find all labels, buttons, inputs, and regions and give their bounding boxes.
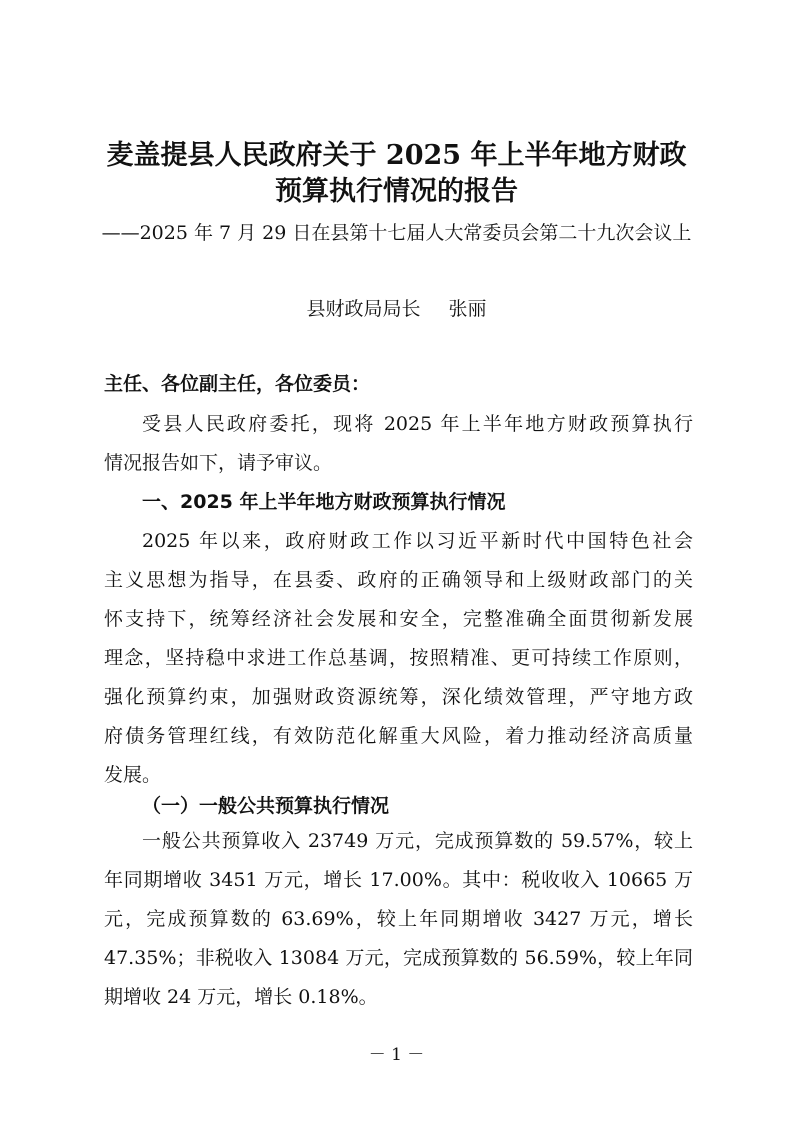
author-title: 县财政局局长 xyxy=(306,298,421,320)
document-title-line-2: 预算执行情况的报告 xyxy=(275,176,518,207)
paragraph-line: 发展。 xyxy=(104,764,162,786)
salutation xyxy=(104,365,693,404)
author-line xyxy=(0,296,793,322)
paragraph-line: 主义思想为指导，在县委、政府的正确领导和上级财政部门的关 xyxy=(104,569,693,591)
paragraph-intro xyxy=(104,405,693,483)
paragraph-line: 期增收 24 万元，增长 0.18%。 xyxy=(104,986,378,1008)
paragraph-line: 一般公共预算收入 23749 万元，完成预算数的 59.57%，较上 xyxy=(142,830,693,852)
section-heading-2 xyxy=(104,787,693,826)
section-heading-text: （一）一般公共预算执行情况 xyxy=(142,795,390,817)
paragraph-line: 怀支持下，统筹经济社会发展和安全，完整准确全面贯彻新发展 xyxy=(104,608,693,630)
paragraph-line: 47.35%；非税收入 13084 万元，完成预算数的 56.59%，较上年同 xyxy=(104,947,693,969)
paragraph-line: 强化预算约束，加强财政资源统筹，深化绩效管理，严守地方政 xyxy=(104,686,693,708)
paragraph-line: 元，完成预算数的 63.69%，较上年同期增收 3427 万元，增长 xyxy=(104,908,693,930)
paragraph-line: 年同期增收 3451 万元，增长 17.00%。其中：税收收入 10665 万 xyxy=(104,869,693,891)
paragraph-line: 受县人民政府委托，现将 2025 年上半年地方财政预算执行 xyxy=(142,413,693,435)
paragraph-line: 理念，坚持稳中求进工作总基调，按照精准、更可持续工作原则， xyxy=(104,647,693,669)
paragraph-overview xyxy=(104,522,693,795)
author-name: 张丽 xyxy=(448,298,487,320)
salutation-text: 主任、各位副主任，各位委员： xyxy=(104,373,371,395)
document-title-line-1: 麦盖提县人民政府关于 2025 年上半年地方财政 xyxy=(106,140,687,171)
section-heading-1 xyxy=(104,483,693,522)
paragraph-line: 府债务管理红线，有效防范化解重大风险，着力推动经济高质量 xyxy=(104,725,693,747)
page-number: － 1 － xyxy=(368,1045,425,1065)
paragraph-line: 情况报告如下，请予审议。 xyxy=(104,452,333,474)
section-heading-text: 一、2025 年上半年地方财政预算执行情况 xyxy=(142,491,506,513)
paragraph-general-budget xyxy=(104,822,693,1017)
paragraph-line: 2025 年以来，政府财政工作以习近平新时代中国特色社会 xyxy=(142,530,693,552)
document-subtitle: ——2025 年 7 月 29 日在县第十七届人大常委员会第二十九次会议上 xyxy=(101,222,692,244)
